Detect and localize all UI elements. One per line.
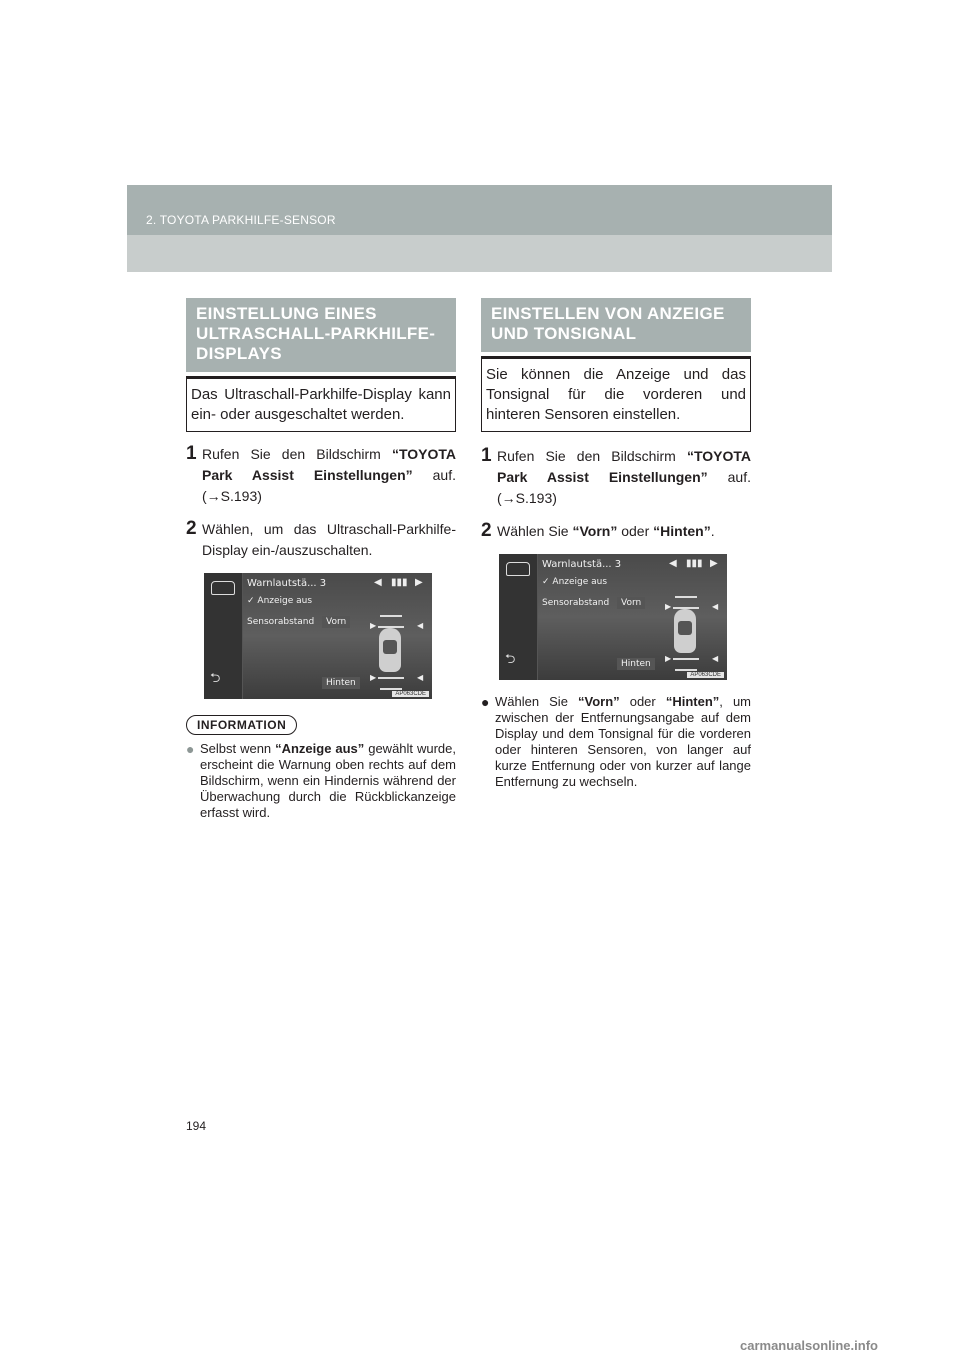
rear-bar <box>673 658 699 660</box>
sensor-label: Sensorabstand <box>247 617 315 627</box>
right-column <box>481 298 751 790</box>
step-text: Wählen, um das Ultraschall-Parkhilfe-Display ein-/auszuschalten. <box>202 521 456 558</box>
rear-button: Hinten <box>617 658 655 670</box>
page-number: 194 <box>186 1119 207 1133</box>
volume-label: Warnlautstä... 3 <box>542 559 622 570</box>
back-icon: ⮌ <box>505 651 516 666</box>
chapter-title: 2. TOYOTA PARKHILFE-SENSOR <box>146 213 336 227</box>
increase-icon: ▶ <box>415 577 423 588</box>
volume-bars-icon: ▮▮▮ <box>686 558 703 569</box>
front-left-arrow-icon: ▶ <box>370 621 377 630</box>
front-button: Vorn <box>617 597 645 609</box>
volume-bars-icon: ▮▮▮ <box>391 577 408 588</box>
intro-box: Sie können die Anzeige und das Tonsignal für die vorderen und hinteren Sensoren einstellen. <box>481 359 751 432</box>
bullet-text: Wählen Sie “Vorn” oder “Hinten”, um zwischen der Entfernungsangabe auf dem Display und dem Tonsignal für die vorderen oder hinteren Sensoren, von langer auf kurze Entfernung oder von kurzer auf lange Entfernung zu wechseln. <box>495 694 751 789</box>
step-1 <box>481 446 751 509</box>
step-number: 1 <box>481 445 492 466</box>
screen-main <box>538 554 727 680</box>
rear-bar <box>378 677 404 679</box>
screen-sidebar <box>499 554 538 680</box>
front-right-arrow-icon: ◀ <box>417 621 424 630</box>
front-button: Vorn <box>322 616 350 628</box>
sensor-label: Sensorabstand <box>542 598 610 608</box>
step-number: 2 <box>186 518 197 539</box>
front-left-arrow-icon: ▶ <box>665 602 672 611</box>
vehicle-icon <box>674 609 696 653</box>
bullet-text: Selbst wenn “Anzeige aus” gewählt wurde, erscheint die Warnung oben rechts auf dem Bildschirm, wenn ein Hindernis während der Überwachung durch die Rückblickanzeige erfasst wird. <box>200 741 456 820</box>
rear-left-arrow-icon: ▶ <box>370 673 377 682</box>
rear-right-arrow-icon: ◀ <box>712 654 719 663</box>
step-2 <box>186 519 456 561</box>
step-text: Wählen Sie “Vorn” oder “Hinten”. <box>497 523 715 539</box>
screen-main <box>243 573 432 699</box>
step-2 <box>481 521 751 542</box>
header-band <box>127 185 832 235</box>
vehicle-icon <box>379 628 401 672</box>
header-subband <box>127 235 832 272</box>
step-number: 2 <box>481 520 492 541</box>
section-heading: EINSTELLEN VON ANZEIGE UND TONSIGNAL <box>481 298 751 352</box>
left-column <box>186 298 456 821</box>
step-text: Rufen Sie den Bildschirm “TOYOTA Park Assist Einstellungen” auf. (→S.193) <box>202 446 456 504</box>
bullet-icon: ● <box>186 741 195 757</box>
decrease-icon: ◀ <box>669 558 677 569</box>
bullet-icon: ● <box>481 694 490 710</box>
front-bar <box>380 615 402 617</box>
back-icon: ⮌ <box>210 670 221 685</box>
step-text: Rufen Sie den Bildschirm “TOYOTA Park Assist Einstellungen” auf. (→S.193) <box>497 448 751 506</box>
front-right-arrow-icon: ◀ <box>712 602 719 611</box>
rear-right-arrow-icon: ◀ <box>417 673 424 682</box>
car-settings-icon <box>506 562 530 576</box>
decrease-icon: ◀ <box>374 577 382 588</box>
figure-code: AP063CDE <box>392 691 429 697</box>
note-bullet <box>481 694 751 790</box>
intro-box: Das Ultraschall-Parkhilfe-Display kann ein- oder ausgeschaltet werden. <box>186 379 456 432</box>
screenshot-sensor-settings <box>499 554 727 680</box>
checkbox-anzeige-aus: ✓ Anzeige aus <box>542 577 608 587</box>
volume-label: Warnlautstä... 3 <box>247 578 327 589</box>
car-settings-icon <box>211 581 235 595</box>
front-bar <box>675 596 697 598</box>
figure-code: AP063CDE <box>687 672 724 678</box>
increase-icon: ▶ <box>710 558 718 569</box>
rear-left-arrow-icon: ▶ <box>665 654 672 663</box>
checkbox-anzeige-aus: ✓ Anzeige aus <box>247 596 313 606</box>
screenshot-display-settings <box>204 573 432 699</box>
screen-sidebar <box>204 573 243 699</box>
step-1 <box>186 444 456 507</box>
rear-button: Hinten <box>322 677 360 689</box>
step-number: 1 <box>186 443 197 464</box>
watermark: carmanualsonline.info <box>740 1338 878 1353</box>
rear-bar <box>675 669 697 671</box>
information-tag: INFORMATION <box>186 715 297 735</box>
information-bullet <box>186 741 456 821</box>
rear-bar <box>380 688 402 690</box>
section-heading: EINSTELLUNG EINES ULTRASCHALL-PARKHILFE-DISPLAYS <box>186 298 456 372</box>
